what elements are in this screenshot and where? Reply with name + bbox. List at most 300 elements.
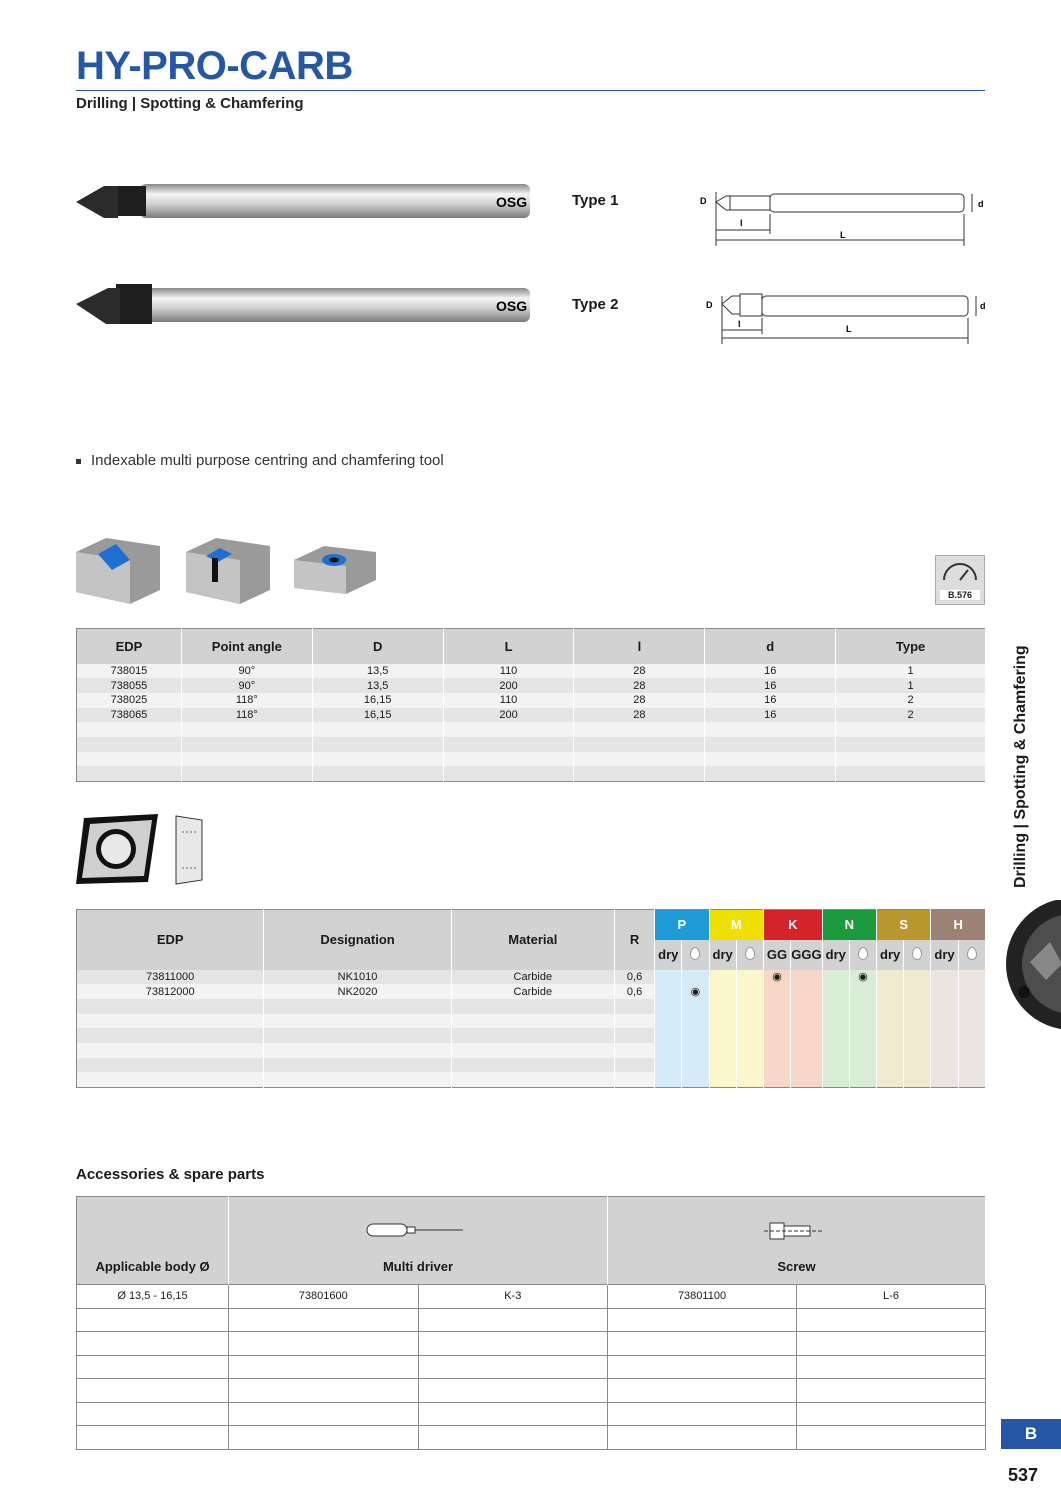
table-row: [77, 1058, 986, 1073]
accessories-table: [76, 1196, 986, 1450]
table-cell: 110: [443, 664, 574, 679]
grade-cell: [655, 1028, 682, 1043]
table-cell: 200: [443, 678, 574, 693]
table-cell: [836, 752, 986, 767]
table-cell: 0,6: [614, 984, 654, 999]
dim-label: l: [738, 319, 741, 329]
grade-cell: [682, 999, 709, 1014]
table-cell: [705, 766, 836, 781]
grade-cell: [709, 1072, 736, 1087]
accessories-heading: Accessories & spare parts: [76, 1166, 265, 1183]
table-cell: [608, 1332, 797, 1356]
table-cell: [608, 1379, 797, 1403]
title-rule: [76, 90, 985, 91]
table-cell: [312, 722, 443, 737]
col-header: EDP: [77, 910, 264, 970]
grade-cell: [904, 984, 931, 999]
table-cell: [77, 752, 182, 767]
grade-cell: [763, 999, 790, 1014]
grade-cell: [849, 984, 876, 999]
grade-cell: [791, 984, 823, 999]
table-cell: [77, 1014, 264, 1029]
grade-cell: [931, 970, 958, 985]
tool-images: [76, 178, 536, 338]
table-cell: 738025: [77, 693, 182, 708]
grade-cell: [682, 1058, 709, 1073]
table-cell: 90°: [181, 664, 312, 679]
gauge-icon: [936, 556, 984, 586]
recommended-mark-icon: ◉: [849, 970, 876, 985]
table-cell: [574, 766, 705, 781]
table-cell: [229, 1308, 419, 1332]
table-cell: [229, 1402, 419, 1426]
table-cell: [77, 1332, 229, 1356]
table-row: [77, 1426, 986, 1450]
table-cell: 118°: [181, 693, 312, 708]
screwdriver-icon: [363, 1219, 473, 1241]
material-group-k: K: [763, 910, 822, 940]
table-cell: [443, 737, 574, 752]
condition-label: dry: [822, 940, 849, 970]
cutting-data-badge[interactable]: [935, 555, 985, 605]
table-cell: [312, 737, 443, 752]
grade-cell: [736, 970, 763, 985]
material-group-m: M: [709, 910, 763, 940]
type2-drawing: [722, 294, 976, 344]
table-cell: 90°: [181, 678, 312, 693]
table-cell: [797, 1308, 986, 1332]
grade-cell: [709, 1043, 736, 1058]
grade-cell: [709, 1028, 736, 1043]
table-cell: Carbide: [451, 970, 614, 985]
condition-label: dry: [931, 940, 958, 970]
table-cell: [77, 722, 182, 737]
col-header: R: [614, 910, 654, 970]
table-cell: 16,15: [312, 708, 443, 723]
col-header: Material: [451, 910, 614, 970]
table-cell: 16: [705, 678, 836, 693]
grade-cell: [709, 999, 736, 1014]
table-cell: [574, 752, 705, 767]
table-cell: [836, 722, 986, 737]
table-cell: [181, 752, 312, 767]
col-header-screw: Screw: [608, 1197, 986, 1285]
table-cell: Ø 13,5 - 16,15: [77, 1285, 229, 1309]
slot-chamfer-icon: [186, 538, 270, 604]
grade-cell: [931, 1028, 958, 1043]
table-cell: 738055: [77, 678, 182, 693]
grade-cell: [877, 1058, 904, 1073]
grade-cell: [958, 1043, 985, 1058]
grade-cell: [877, 984, 904, 999]
table-cell: [77, 1379, 229, 1403]
table-row: [77, 1072, 986, 1087]
dim-label: D: [706, 300, 713, 310]
insert-side-view: [176, 816, 202, 884]
table-cell: [574, 722, 705, 737]
grade-cell: [958, 984, 985, 999]
grade-cell: [877, 1028, 904, 1043]
grade-cell: [709, 1058, 736, 1073]
grade-cell: [849, 1014, 876, 1029]
table-cell: [264, 1058, 451, 1073]
table-cell: [574, 737, 705, 752]
table-row: [77, 678, 986, 693]
table-cell: [608, 1355, 797, 1379]
table-cell: [797, 1332, 986, 1356]
table-cell: [264, 1072, 451, 1087]
grade-cell: [791, 1028, 823, 1043]
grade-cell: [682, 1014, 709, 1029]
condition-label: dry: [709, 940, 736, 970]
table-cell: [418, 1379, 608, 1403]
grade-cell: [655, 1058, 682, 1073]
grade-cell: [736, 1072, 763, 1087]
table-cell: [797, 1402, 986, 1426]
insert-top-view: [76, 814, 158, 884]
table-cell: [418, 1332, 608, 1356]
grade-cell: [682, 1043, 709, 1058]
grade-cell: [958, 970, 985, 985]
table-cell: [229, 1426, 419, 1450]
holder-table: [76, 628, 986, 782]
table-row: [77, 1028, 986, 1043]
grade-cell: [849, 1058, 876, 1073]
tool-type1-image: [76, 184, 530, 218]
grade-cell: [931, 1043, 958, 1058]
grade-cell: [791, 1014, 823, 1029]
side-section-label: Drilling | Spotting & Chamfering: [1012, 645, 1029, 888]
dim-label: L: [846, 324, 852, 334]
table-cell: [418, 1355, 608, 1379]
grade-cell: [931, 984, 958, 999]
table-cell: 738065: [77, 708, 182, 723]
page-number: 537: [1008, 1465, 1039, 1485]
grade-cell: [709, 1014, 736, 1029]
grade-cell: [791, 999, 823, 1014]
coolant-drop-icon: [849, 940, 876, 970]
material-group-s: S: [877, 910, 931, 940]
grade-cell: [958, 1058, 985, 1073]
grade-cell: [877, 1014, 904, 1029]
col-header: Designation: [264, 910, 451, 970]
table-cell: [797, 1379, 986, 1403]
table-cell: [77, 1426, 229, 1450]
col-header: Type: [836, 629, 986, 664]
grade-cell: [849, 1028, 876, 1043]
grade-cell: [931, 999, 958, 1014]
grade-cell: [931, 1014, 958, 1029]
dim-label: D: [700, 196, 707, 206]
table-cell: 28: [574, 693, 705, 708]
table-cell: 13,5: [312, 664, 443, 679]
grade-cell: [763, 984, 790, 999]
grade-cell: [904, 1072, 931, 1087]
type1-label: Type 1: [572, 192, 619, 209]
grade-cell: [849, 1072, 876, 1087]
table-row: [77, 752, 986, 767]
grade-cell: [655, 1014, 682, 1029]
bullet-icon: [76, 459, 81, 464]
grade-cell: [822, 1028, 849, 1043]
table-row: [77, 693, 986, 708]
table-cell: [229, 1332, 419, 1356]
grade-cell: [655, 1043, 682, 1058]
table-cell: [264, 1014, 451, 1029]
table-cell: 0,6: [614, 970, 654, 985]
table-cell: [264, 999, 451, 1014]
table-cell: 200: [443, 708, 574, 723]
coolant-drop-icon: [958, 940, 985, 970]
table-cell: [797, 1426, 986, 1450]
grade-cell: [682, 970, 709, 985]
table-cell: 16: [705, 664, 836, 679]
table-cell: [705, 722, 836, 737]
table-cell: NK1010: [264, 970, 451, 985]
feature-text: Indexable multi purpose centring and chamfering tool: [91, 452, 444, 469]
table-row: [77, 1379, 986, 1403]
table-cell: 73811000: [77, 970, 264, 985]
grade-cell: [877, 1043, 904, 1058]
grade-cell: [904, 999, 931, 1014]
table-cell: [614, 1058, 654, 1073]
grade-cell: [822, 970, 849, 985]
grade-cell: [849, 999, 876, 1014]
table-cell: 28: [574, 678, 705, 693]
grade-cell: [958, 1072, 985, 1087]
grade-cell: [822, 1072, 849, 1087]
grade-cell: [682, 1028, 709, 1043]
table-cell: [418, 1308, 608, 1332]
recommended-mark-icon: ◉: [682, 984, 709, 999]
grade-cell: [791, 1072, 823, 1087]
table-cell: [608, 1308, 797, 1332]
table-cell: [451, 1028, 614, 1043]
grade-cell: [958, 1014, 985, 1029]
table-cell: 73812000: [77, 984, 264, 999]
table-cell: 28: [574, 664, 705, 679]
grade-cell: [791, 1043, 823, 1058]
condition-label: GGG: [791, 940, 823, 970]
grade-cell: [822, 1014, 849, 1029]
grade-cell: [655, 1072, 682, 1087]
page-title: HY-PRO-CARB: [76, 44, 353, 88]
table-cell: 16: [705, 693, 836, 708]
grade-cell: [904, 970, 931, 985]
grade-cell: [904, 1058, 931, 1073]
grade-cell: [791, 970, 823, 985]
table-cell: [836, 737, 986, 752]
table-cell: [797, 1355, 986, 1379]
col-header: L: [443, 629, 574, 664]
table-cell: [443, 766, 574, 781]
grade-cell: [736, 1058, 763, 1073]
table-cell: [181, 722, 312, 737]
table-row: [77, 766, 986, 781]
table-cell: [443, 752, 574, 767]
table-cell: [77, 1308, 229, 1332]
table-row: [77, 970, 986, 985]
col-header: EDP: [77, 629, 182, 664]
table-cell: [77, 1355, 229, 1379]
groove-chamfer-icon: [76, 538, 160, 604]
col-header-multi-driver: Multi driver: [229, 1197, 608, 1285]
condition-label: dry: [877, 940, 904, 970]
table-cell: [312, 766, 443, 781]
grade-cell: [736, 1014, 763, 1029]
grade-cell: [877, 999, 904, 1014]
table-cell: [614, 1043, 654, 1058]
grade-cell: [736, 1028, 763, 1043]
table-cell: 118°: [181, 708, 312, 723]
col-header: D: [312, 629, 443, 664]
dim-label: d: [980, 301, 986, 311]
table-cell: [77, 1043, 264, 1058]
table-cell: 1: [836, 664, 986, 679]
condition-label: GG: [763, 940, 790, 970]
table-cell: [705, 752, 836, 767]
table-cell: 73801600: [229, 1285, 419, 1309]
grade-cell: [763, 1072, 790, 1087]
brand-logo-2: OSG: [496, 298, 528, 314]
table-row: [77, 722, 986, 737]
table-cell: L-6: [797, 1285, 986, 1309]
grade-cell: [736, 1043, 763, 1058]
type2-label: Type 2: [572, 296, 619, 313]
grade-cell: [763, 1043, 790, 1058]
screw-icon: [762, 1219, 832, 1243]
table-cell: [77, 1028, 264, 1043]
table-cell: 110: [443, 693, 574, 708]
grade-cell: [763, 1014, 790, 1029]
section-tab[interactable]: B: [1001, 1419, 1061, 1449]
table-cell: [451, 1072, 614, 1087]
table-cell: [264, 1028, 451, 1043]
grade-cell: [877, 1072, 904, 1087]
table-row: [77, 1402, 986, 1426]
table-cell: [451, 1014, 614, 1029]
table-row: [77, 737, 986, 752]
grade-cell: [763, 1058, 790, 1073]
table-cell: [418, 1426, 608, 1450]
table-cell: [181, 737, 312, 752]
insert-table: [76, 909, 986, 1088]
grade-cell: [655, 999, 682, 1014]
table-cell: [451, 1043, 614, 1058]
table-cell: 16: [705, 708, 836, 723]
table-row: [77, 1014, 986, 1029]
col-header: Applicable body Ø: [77, 1197, 229, 1285]
feature-bullet: [76, 452, 444, 469]
grade-cell: [736, 984, 763, 999]
coolant-drop-icon: [904, 940, 931, 970]
material-group-n: N: [822, 910, 876, 940]
table-cell: [312, 752, 443, 767]
hole-chamfer-icon: [294, 546, 376, 594]
table-cell: [77, 1058, 264, 1073]
table-cell: [443, 722, 574, 737]
grade-cell: [736, 999, 763, 1014]
table-cell: [705, 737, 836, 752]
grade-cell: [822, 1058, 849, 1073]
table-cell: 2: [836, 693, 986, 708]
table-cell: 738015: [77, 664, 182, 679]
material-group-p: P: [655, 910, 709, 940]
grade-cell: [791, 1058, 823, 1073]
table-row: [77, 999, 986, 1014]
dim-label: L: [840, 230, 846, 240]
application-icons: [76, 534, 386, 606]
table-cell: [77, 737, 182, 752]
grade-cell: [877, 970, 904, 985]
grade-cell: [904, 1014, 931, 1029]
table-cell: [608, 1426, 797, 1450]
table-cell: [181, 766, 312, 781]
grade-cell: [931, 1072, 958, 1087]
table-cell: [229, 1379, 419, 1403]
recommended-mark-icon: ◉: [763, 970, 790, 985]
table-cell: [614, 999, 654, 1014]
brand-logo-1: OSG: [496, 194, 528, 210]
table-cell: 1: [836, 678, 986, 693]
table-cell: [77, 999, 264, 1014]
table-cell: [451, 999, 614, 1014]
grade-cell: [655, 984, 682, 999]
grade-cell: [958, 1028, 985, 1043]
table-row: [77, 1332, 986, 1356]
table-row: [77, 984, 986, 999]
table-cell: [418, 1402, 608, 1426]
table-cell: NK2020: [264, 984, 451, 999]
table-row: [77, 1308, 986, 1332]
table-cell: [608, 1402, 797, 1426]
coolant-drop-icon: [682, 940, 709, 970]
table-cell: 73801100: [608, 1285, 797, 1309]
table-cell: 2: [836, 708, 986, 723]
table-cell: 13,5: [312, 678, 443, 693]
table-cell: 28: [574, 708, 705, 723]
table-row: [77, 1285, 986, 1309]
table-cell: [451, 1058, 614, 1073]
table-cell: [264, 1043, 451, 1058]
col-header: Point angle: [181, 629, 312, 664]
table-row: [77, 1043, 986, 1058]
page-subtitle: Drilling | Spotting & Chamfering: [76, 95, 304, 112]
grade-cell: [709, 970, 736, 985]
table-row: [77, 1355, 986, 1379]
grade-cell: [958, 999, 985, 1014]
table-cell: [77, 1072, 264, 1087]
coolant-drop-icon: [736, 940, 763, 970]
table-row: [77, 708, 986, 723]
table-cell: [614, 1072, 654, 1087]
table-cell: Carbide: [451, 984, 614, 999]
tool-type2-image: [76, 284, 530, 324]
condition-label: dry: [655, 940, 682, 970]
material-group-h: H: [931, 910, 986, 940]
grade-cell: [849, 1043, 876, 1058]
table-cell: [836, 766, 986, 781]
grade-cell: [904, 1043, 931, 1058]
badge-ref: B.576: [940, 590, 980, 600]
grade-cell: [822, 999, 849, 1014]
section-graphic: [1000, 900, 1061, 1030]
table-row: [77, 664, 986, 679]
dim-label: d: [978, 199, 984, 209]
table-cell: [614, 1028, 654, 1043]
table-cell: [77, 1402, 229, 1426]
dimension-drawings: [698, 184, 998, 354]
